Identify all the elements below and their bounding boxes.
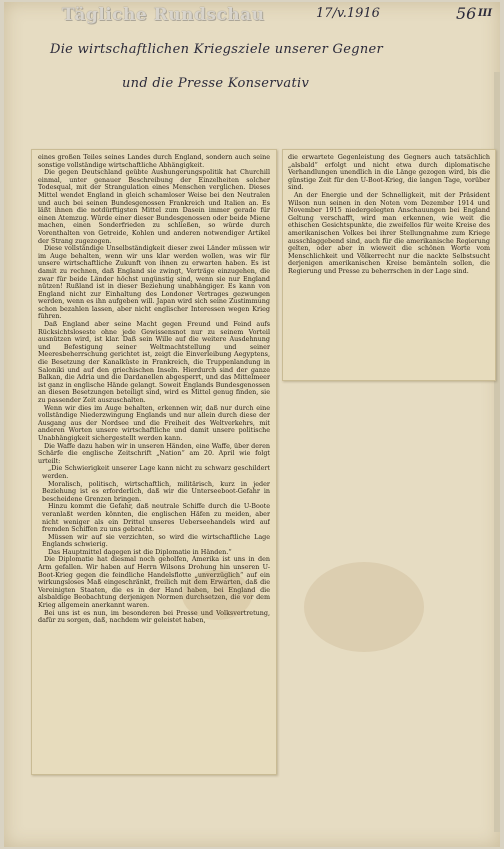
paragraph: Wenn wir dies im Auge behalten, erkennen wir, daß nur durch eine vollständige Niederzwingung Englands und nur allein durch diese der Ausgang aus der Nordsee und die Freiheit des Weltverkehrs, mit anderen Worten unsere wirtschaftliche und damit unsere politische Unabhängigkeit sichergestellt werden kann. — [38, 403, 270, 442]
handwritten-title-line-1: Die wirtschaftlichen Kriegsziele unserer Gegner — [50, 42, 384, 57]
quote-paragraph: Hinzu kommt die Gefahr, daß neutrale Schiffe durch die U-Boote veranlaßt werden könnten, die englischen Häfen zu meiden, aber nicht weniger als ein Drittel unseres Ueberseehandels wird auf fremden Schiffen zu uns gebracht. — [42, 502, 270, 534]
paragraph: Die gegen Deutschland geübte Aushungerungspolitik hat Churchill einmal, unter genauer Beschreibung der Einzelheiten solcher Todesqual, mit der Strangulation eines Menschen verglichen. Dieses Mittel wendet England in gleich schamloser Weise bei den Neutralen und auch bei seinen Bundesgenossen Frankreich und Italien an. Es läßt ihnen die notdürftigsten Mittel zum Dasein immer gerade für einen Atemzug. Würde einer dieser Bundesgenossen oder beide Miene machen, einen Sonderfrieden zu schließen, so würde durch Vorenthalten von Getreide, Kohlen und anderen notwendiger Artikel der Strang zugezogen. — [38, 168, 270, 245]
paragraph: Diese vollständige Unselbständigkeit dieser zwei Länder müssen wir im Auge behalten, wenn wir uns klar werden wollen, was wir für unsere wirtschaftliche Zukunft von ihnen zu erwarten haben. Es ist damit zu rechnen, daß England sie zwingt, Verträge einzugehen, die zwar für beide Länder höchst ungünstig sind, wenn sie nur England nützen! Rußland ist in dieser Beziehung unabhängiger. Es kann von England nicht zur Einhaltung des Londoner Vertrages gezwungen werden, wenn es ihn aufgeben will. Japan wird sich seine Zustimmung schon bezahlen lassen, aber nicht englischer Interessen wegen Krieg führen. — [38, 244, 270, 321]
folio-number: 56 — [456, 4, 477, 23]
paragraph: Die Waffe dazu haben wir in unseren Händen, eine Waffe, über deren Schärfe die englische Zeitschrift „Nation“ am 20. April wie folgt urteilt: — [38, 441, 270, 465]
folio-mark: III — [478, 8, 493, 19]
newspaper-clipping-left — [31, 149, 277, 775]
archive-sheet — [4, 2, 500, 847]
paragraph: An der Energie und der Schnelligkeit, mit der Präsident Wilson nun seinen in den Noten vom Dezember 1914 und November 1915 niedergelegten Anschauungen bei England Geltung verschafft, wird man erkennen, wie weit die ethischen Gesichtspunkte, die zweifellos für weite Kreise des amerikanischen Volkes bei ihrer Stellungnahme zum Kriege ausschlaggebend sind, auch für die amerikanische Regierung gelten, oder aber in wieweit die schönen Worte vom Menschlichkeit und Völkerrecht nur die nackte Selbstsucht derjenigen amerikanischen Kreise bemänteln sollen, die Regierung und Presse zu beherrschen in der Lage sind. — [288, 190, 490, 275]
article-column-left — [38, 154, 270, 774]
paragraph: Bei uns ist es nun, im besonderen bei Presse und Volksvertretung, dafür zu sorgen, daß, nachdem wir geleistet haben, — [38, 608, 270, 625]
quote-paragraph: Müssen wir auf sie verzichten, so wird die wirtschaftliche Lage Englands schwierig. — [42, 532, 270, 549]
newspaper-masthead: Tägliche Rundschau — [62, 5, 265, 25]
paragraph: eines großen Teiles seines Landes durch England, sondern auch seine sonstige vollständige wirtschaftliche Abhängigkeit. — [38, 154, 270, 169]
quote-paragraph: Das Hauptmittel dagegen ist die Diplomatie in Händen.“ — [48, 547, 232, 556]
paragraph: die erwartete Gegenleistung des Gegners auch tatsächlich „alsbald“ erfolgt und nicht etwa durch diplomatische Verhandlungen unendlich in die Länge gezogen wird, bis die günstige Zeit für den U-Boot-Krieg, die langen Tage, vorüber sind. — [288, 154, 490, 192]
quote-paragraph: Moralisch, politisch, wirtschaftlich, militärisch, kurz in jeder Beziehung ist es erforderlich, daß wir die Unterseeboot-Gefahr in bescheidene Grenzen bringen. — [42, 479, 270, 503]
handwritten-title-line-2: und die Presse Konservativ — [122, 76, 310, 91]
paragraph: Die Diplomatie hat diesmal noch geholfen, Amerika ist uns in den Arm gefallen. Wir haben auf Herrn Wilsons Drohung hin unseren U-Boot-Krieg gegen die feindliche Handelsflotte „unverzüglich“ auf ein wirkungsloses Maß eingeschränkt, freilich mit dem Erwarten, daß die Vereinigten Staaten, die es in der Hand haben, bei England die alsbaldige Beobachtung derjenigen Normen durchsetzen, die vor dem Krieg allgemein anerkannt waren. — [38, 555, 270, 610]
handwritten-date: 17/v.1916 — [316, 6, 380, 21]
article-column-right — [288, 154, 490, 380]
newspaper-clipping-right — [282, 149, 496, 381]
quote-paragraph: „Die Schwierigkeit unserer Lage kann nicht zu schwarz geschildert werden. — [42, 464, 270, 480]
paper-stain — [304, 562, 424, 652]
paragraph: Daß England aber seine Macht gegen Freund und Feind aufs Rücksichtsloseste ohne jede Gewissensnot nur zu seinem Vorteil ausnützen wird, ist klar. Daß sein Wille auf die weitere Ausdehnung und Befestigung seiner Weltmachtstellung und seiner Meeresbeherrschung gerichtet ist, zeigt die Einverleibung Aegyptens, die Besetzung der Kanalküste in Frankreich, die Truppenlandung in Saloniki und auf den griechischen Inseln. Hierdurch sind der ganze Balkan, die Adria und die Dardanellen abgesperrt, und das Mittelmeer ist ganz in englische Hände gelangt. Soweit Englands Bundesgenossen an diesen Besetzungen beteiligt sind, wird es Mittel genug finden, sie zu passender Zeit auszuschalten. — [38, 320, 270, 404]
